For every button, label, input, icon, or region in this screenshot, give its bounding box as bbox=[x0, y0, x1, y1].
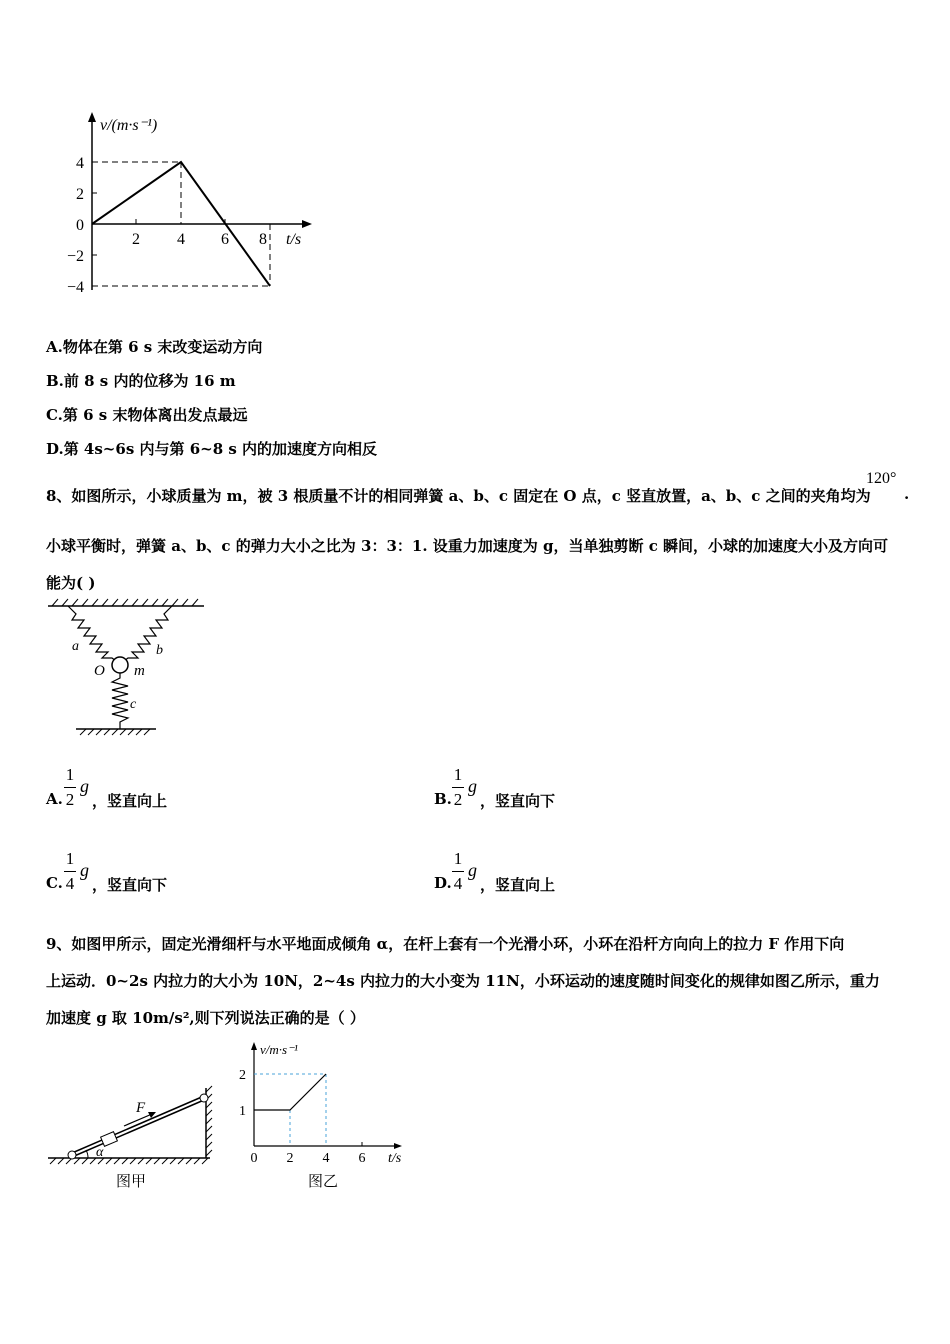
label-b: b bbox=[156, 643, 163, 658]
spring-b bbox=[120, 606, 172, 664]
angle-arc bbox=[86, 1150, 88, 1158]
q8-option-b-text: ，竖直向下 bbox=[480, 792, 556, 810]
fraction-denominator: 4 bbox=[453, 874, 463, 893]
vt-graph-yi bbox=[236, 1036, 412, 1196]
vt-xtick-label: 4 bbox=[177, 231, 185, 248]
fraction-denominator: 2 bbox=[453, 790, 463, 809]
vt-xtick-label: 6 bbox=[221, 231, 229, 248]
q8-option-a-var: g bbox=[80, 776, 89, 796]
label-alpha: α bbox=[96, 1145, 104, 1160]
vt-ylabel: v/(m·s⁻¹) bbox=[100, 117, 158, 134]
q7-option-c: C.第 6 s 末物体离出发点最远 bbox=[46, 406, 248, 424]
yi-xtick-label: 4 bbox=[322, 1151, 330, 1166]
vt-x-arrow bbox=[302, 220, 312, 228]
fraction-bar bbox=[64, 787, 76, 788]
q7-option-b: B.前 8 s 内的位移为 16 m bbox=[46, 372, 236, 390]
yi-x-arrow bbox=[394, 1143, 402, 1149]
vt-ytick-label: 2 bbox=[76, 186, 84, 203]
yi-xtick-label: 0 bbox=[250, 1151, 258, 1166]
q8-stem-line1: 8、如图所示，小球质量为 m，被 3 根质量不计的相同弹簧 a、b、c 固定在 O 点，c 竖直放置，a、b、c 之间的夹角均为 bbox=[46, 487, 871, 505]
yi-ylabel: v/m·s⁻¹ bbox=[260, 1042, 298, 1057]
vt-y-arrow bbox=[88, 112, 96, 122]
q8-option-b-fraction bbox=[452, 765, 464, 810]
fraction-denominator: 2 bbox=[65, 790, 75, 809]
fraction-bar bbox=[452, 787, 464, 788]
q8-option-c-letter: C. bbox=[46, 874, 63, 892]
caption-jia: 图甲 bbox=[116, 1174, 147, 1190]
vt-xtick-label: 2 bbox=[132, 231, 140, 248]
q8-option-c-fraction bbox=[64, 849, 76, 894]
yi-y-arrow bbox=[251, 1042, 257, 1050]
q9-stem-line1: 9、如图甲所示，固定光滑细杆与水平地面成倾角 α，在杆上套有一个光滑小环，小环在沿杆方向向上的拉力 F 作用下向 bbox=[46, 935, 845, 953]
fraction-bar bbox=[64, 871, 76, 872]
ceiling-hatch bbox=[52, 599, 198, 606]
q9-stem-line3: 加速度 g 取 10m/s²,则下列说法正确的是（ ） bbox=[46, 1009, 365, 1027]
floor-hatch bbox=[80, 729, 150, 735]
label-F: F bbox=[136, 1100, 146, 1116]
rod-pivot-top bbox=[200, 1094, 208, 1102]
yi-xtick-label: 6 bbox=[358, 1151, 366, 1166]
q8-option-d-text: ，竖直向上 bbox=[480, 876, 556, 894]
spring-figure bbox=[44, 598, 214, 744]
yi-series-line bbox=[254, 1074, 326, 1110]
q8-option-d-var: g bbox=[468, 860, 477, 880]
vt-ytick-label: 0 bbox=[76, 217, 84, 234]
rod-pivot-bottom bbox=[68, 1151, 76, 1159]
vt-graph bbox=[60, 108, 320, 308]
spring-a bbox=[68, 606, 120, 664]
incline-figure bbox=[44, 1078, 219, 1194]
yi-xtick-label: 2 bbox=[286, 1151, 294, 1166]
caption-yi: 图乙 bbox=[308, 1174, 339, 1190]
fraction-numerator: 1 bbox=[65, 765, 75, 784]
fraction-bar bbox=[452, 871, 464, 872]
yi-xlabel: t/s bbox=[388, 1151, 402, 1166]
q8-angle: 120° bbox=[866, 470, 897, 487]
vt-ytick-label: −4 bbox=[66, 279, 84, 296]
q8-stem-line2: 小球平衡时，弹簧 a、b、c 的弹力大小之比为 3：3：1. 设重力加速度为 g，当单独剪断 c 瞬间，小球的加速度大小及方向可 bbox=[46, 537, 889, 555]
q8-stem-period: . bbox=[904, 485, 910, 503]
fraction-denominator: 4 bbox=[65, 874, 75, 893]
q9-stem-line2: 上运动．0~2s 内拉力的大小为 10N，2~4s 内拉力的大小变为 11N，小环运动的速度随时间变化的规律如图乙所示，重力 bbox=[46, 972, 880, 990]
label-m: m bbox=[134, 663, 145, 679]
q8-option-d-fraction bbox=[452, 849, 464, 894]
yi-ytick-label: 2 bbox=[239, 1068, 246, 1083]
yi-ytick-label: 1 bbox=[239, 1104, 246, 1119]
label-c: c bbox=[130, 697, 137, 712]
q8-option-b-letter: B. bbox=[434, 790, 452, 808]
vt-ytick-label: 4 bbox=[76, 155, 84, 172]
label-a: a bbox=[72, 639, 79, 654]
q8-option-a-letter: A. bbox=[46, 790, 63, 808]
q7-option-a: A.物体在第 6 s 末改变运动方向 bbox=[46, 338, 263, 356]
vt-ytick-label: −2 bbox=[66, 248, 84, 265]
q8-option-a-fraction bbox=[64, 765, 76, 810]
q8-option-c-var: g bbox=[80, 860, 89, 880]
ball-m bbox=[112, 657, 128, 673]
fraction-numerator: 1 bbox=[65, 849, 75, 868]
spring-c bbox=[112, 673, 128, 729]
q8-option-b-var: g bbox=[468, 776, 477, 796]
q7-option-d: D.第 4s~6s 内与第 6~8 s 内的加速度方向相反 bbox=[46, 440, 378, 458]
q8-option-a-text: ，竖直向上 bbox=[92, 792, 168, 810]
q8-option-d-letter: D. bbox=[434, 874, 452, 892]
vt-xlabel: t/s bbox=[286, 231, 302, 248]
fraction-numerator: 1 bbox=[453, 849, 463, 868]
fraction-numerator: 1 bbox=[453, 765, 463, 784]
q8-option-c-text: ，竖直向下 bbox=[92, 876, 168, 894]
label-O: O bbox=[94, 663, 105, 679]
q8-stem-line3: 能为( ) bbox=[46, 574, 96, 592]
vt-xtick-label: 8 bbox=[259, 231, 267, 248]
